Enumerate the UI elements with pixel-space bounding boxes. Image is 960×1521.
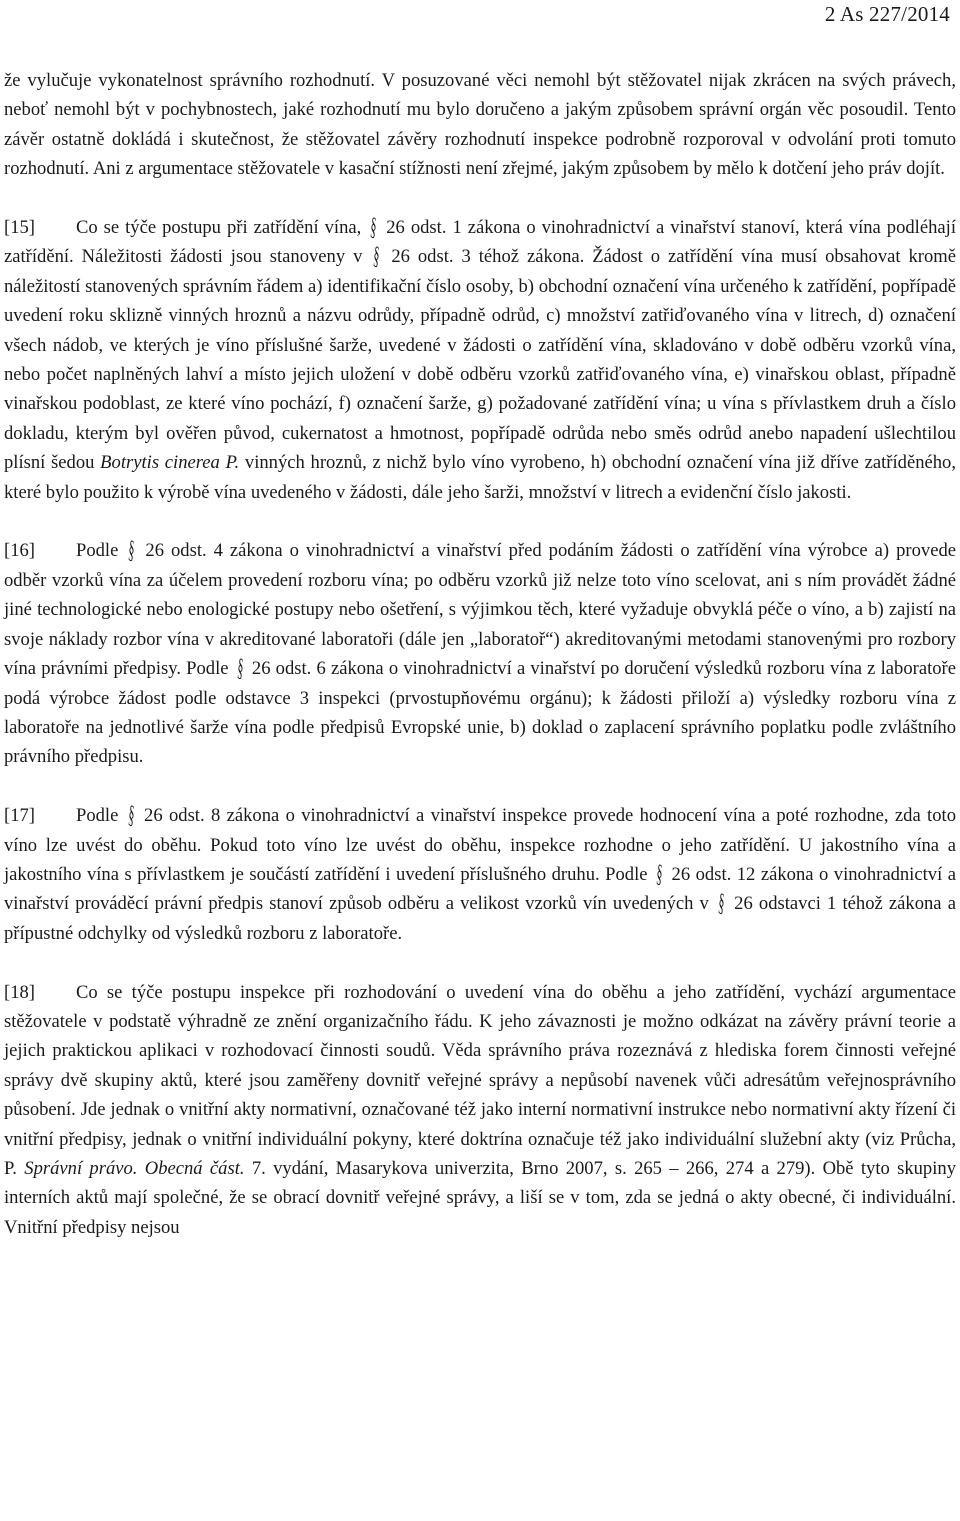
section-sign-icon: § (655, 857, 664, 889)
paragraph-text: 26 odst. 1 zákona o vinohradnictví a vinařství stanoví, která vína podléhají zatřídění. Náležitosti žádosti jsou stanoveny v (4, 217, 956, 268)
paragraph-text: 26 odst. 12 zákona o vinohradnictví a vinařství prováděcí právní předpis stanoví způsob odběru a velikost vzorků vín uvedených v (4, 863, 956, 915)
paragraph-text: 26 odst. 3 téhož zákona. Žádost o zatřídění vína musí obsahovat kromě náležitostí stanovených správním řádem a) identifikační číslo osoby, b) obchodní označení vína určeného k zatřídění, popřípadě uvedení roku sklizně vinných hroznů a názvu odrůdy, případně odrůd, c) množství zatřiďovaného vína v litrech, d) označení všech nádob, ve kterých je víno příslušné šarže, uvedené v žádosti o zatřídění vína, skladováno v době odběru vzorků vína, nebo počet naplněných lahví a místo jejich uložení v době odběru vzorků zatřiďovaného vína, e) vinařskou oblast, případně vinařskou podoblast, ze které víno pochází, f) označení šarže, g) požadované zatřídění vína; u vína s přívlastkem druh a číslo dokladu, kterým byl ověřen původ, cukernatost a hmotnost, popřípadě odrůda nebo směs odrůd anebo napadení ušlechtilou plísní šedou (4, 246, 956, 474)
section-sign-icon: § (236, 652, 245, 684)
paragraph-text: Co se týče postupu při zatřídění vína, (76, 217, 362, 239)
paragraph-number: [18] (4, 981, 35, 1003)
paragraph-number: [16] (4, 540, 35, 562)
paragraph-text: 26 odst. 4 zákona o vinohradnictví a vinařství před podáním žádosti o zatřídění vína výrobce a) provede odběr vzorků vína za účelem provedení rozboru vína; po odběru vzorků již nelze toto víno scelovat, ani s ním provádět žádné jiné technologické nebo enologické postupy nebo ošetření, s výjimkou těch, které vyžaduje obvyklá péče o víno, a b) zajistí na svoje náklady rozbor vína v akreditované laboratoři (dále jen „laboratoř“) akreditovanými metodami stanovenými pro rozbory vína právními předpisy. Podle (4, 540, 957, 680)
section-sign-icon: § (127, 799, 136, 831)
section-sign-icon: § (717, 887, 726, 919)
paragraph-number: [17] (4, 805, 35, 827)
paragraph-text: Podle (76, 540, 119, 562)
paragraph-text: 26 odst. 8 zákona o vinohradnictví a vinařství inspekce provede hodnocení vína a poté rozhodne, zda toto víno lze uvést do oběhu. Pokud toto víno lze uvést do oběhu, inspekce rozhodne o jeho zatřídění. U jakostního vína a jakostního vína s přívlastkem je součástí zatřídění i uvedení příslušného druhu. Podle (4, 805, 956, 885)
section-sign-icon: § (372, 240, 382, 272)
section-sign-icon: § (127, 534, 137, 566)
paragraph-text: vinných hroznů, z nichž bylo víno vyrobeno, h) obchodní označení vína již dříve zatříděného, které bylo použito k výrobě vína uvedeného v žádosti, dále jeho šarži, množství v litrech a evidenční číslo jakosti. (4, 452, 956, 503)
section-sign-icon: § (369, 210, 379, 243)
italic-citation: Správní právo. Obecná část. (24, 1157, 245, 1179)
italic-term: Botrytis cinerea P. (100, 452, 240, 474)
paragraph-intro: že vylučuje vykonatelnost správního rozhodnutí. V posuzované věci nemohl být stěžovatel nijak zkrácen na svých právech, neboť nemohl být v pochybnostech, jaké rozhodnutí mu bylo doručeno a jakým způsobem správní orgán věc posoudil. Tento závěr ostatně dokládá i skutečnost, že stěžovatel závěry rozhodnutí inspekce podrobně rozporoval v odvolání proti tomuto rozhodnutí. Ani z argumentace stěžovatele v kasační stížnosti není zřejmé, jakým způsobem by mělo k dotčení jeho práv dojít. (4, 70, 956, 180)
document-body (4, 66, 956, 1272)
paragraph-text: 26 odst. 6 zákona o vinohradnictví a vinařství po doručení výsledků rozboru vína z laboratoře podá výrobce žádost podle odstavce 3 inspekci (prvostupňovému orgánu); k žádosti přiloží a) výsledky rozboru vína z laboratoře na jednotlivé šarže vína podle předpisů Evropské unie, b) doklad o zaplacení správního poplatku podle zvláštního právního předpisu. (4, 658, 956, 768)
case-reference: 2 As 227/2014 (824, 2, 950, 26)
paragraph-text: Co se týče postupu inspekce při rozhodování o uvedení vína do oběhu a jeho zatřídění, vychází argumentace stěžovatele v podstatě výhradně ze znění organizačního řádu. K jeho závaznosti je možno odkázat na závěry právní teorie a jejich praktickou aplikaci v rozhodovací činnosti soudů. Věda správního práva rozeznává z hlediska forem činnosti veřejné správy dvě skupiny aktů, které jsou zaměřeny dovnitř veřejné správy a nepůsobí navenek vůči adresátům veřejnosprávního působení. Jde jednak o vnitřní akty normativní, označované též jako interní normativní instrukce nebo normativní akty řízení či vnitřní předpisy, jednak o vnitřní individuální pokyny, které doktrína označuje též jako individuální služební akty (viz Průcha, P. (4, 981, 956, 1179)
paragraph-text: 7. vydání, Masarykova univerzita, Brno 2007, s. 265 – 266, 274 a 279). Obě tyto skupiny interních aktů mají společné, že se obrací dovnitř veřejné správy, a liší se v tom, zda se jedná o akty obecné, či individuální. Vnitřní předpisy nejsou (4, 1157, 956, 1238)
paragraph-text: Podle (76, 805, 119, 827)
paragraph-16 (4, 536, 956, 771)
paragraph-15 (4, 210, 956, 507)
paragraph-text: 26 odstavci 1 téhož zákona a přípustné odchylky od výsledků rozboru z laboratoře. (4, 893, 956, 944)
paragraph-number: [15] (4, 217, 35, 239)
paragraph-17 (4, 801, 956, 948)
paragraph-18 (4, 978, 956, 1243)
